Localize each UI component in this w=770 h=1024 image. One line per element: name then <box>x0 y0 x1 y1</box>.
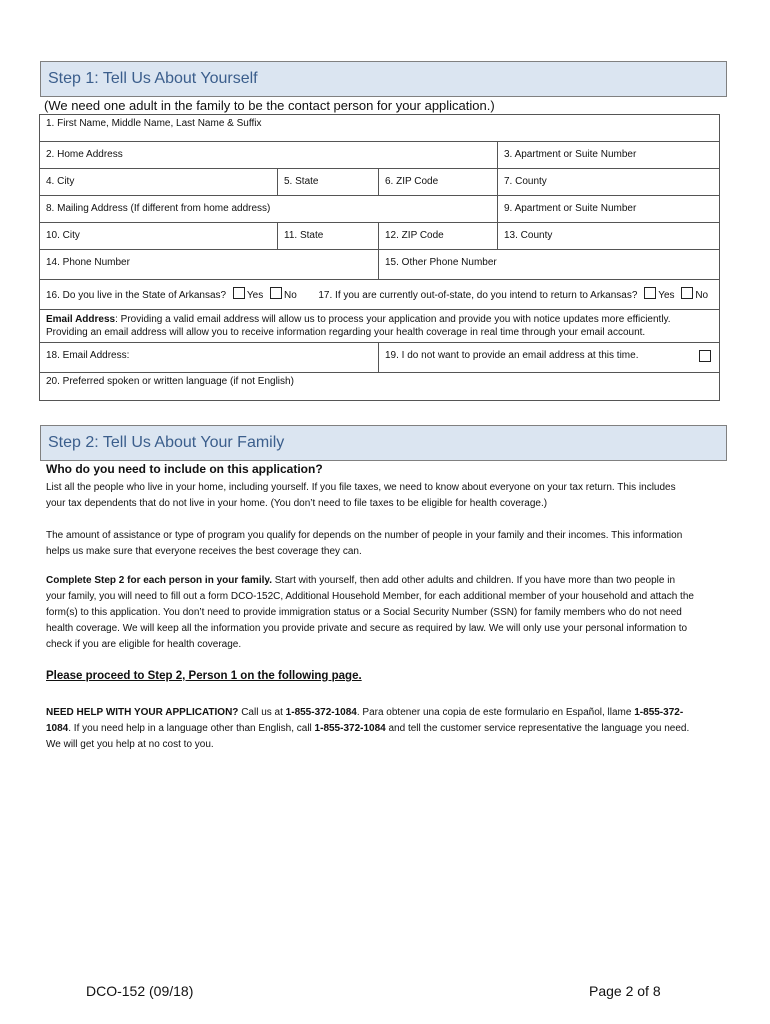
q17-yes-checkbox[interactable] <box>644 287 656 299</box>
field-apartment[interactable] <box>498 142 720 169</box>
step2-para2: The amount of assistance or type of program you qualify for depends on the number of people in your family and their incomes. This information helps us make sure that everyone receives the best coverage they can. <box>46 530 683 557</box>
field-mailing-city[interactable] <box>40 223 278 250</box>
help-text-b: . Para obtener una copia de este formulario en Español, llame <box>356 707 635 718</box>
field-mailing-state-label: 11. State <box>284 230 324 241</box>
field-apartment-label: 3. Apartment or Suite Number <box>504 149 637 160</box>
field-mailing-state[interactable] <box>278 223 379 250</box>
no-email-label: 19. I do not want to provide an email address at this time. <box>385 350 639 361</box>
field-phone-label: 14. Phone Number <box>46 257 130 268</box>
help-text-d: and tell the customer service representative the language you need. We will get you help at no cost to you. <box>46 723 690 750</box>
field-full-name[interactable] <box>40 115 720 142</box>
field-county-label: 7. County <box>504 176 547 187</box>
field-state-label: 5. State <box>284 176 319 187</box>
field-mailing-county-label: 13. County <box>504 230 553 241</box>
q16-no-checkbox[interactable] <box>270 287 282 299</box>
field-county[interactable] <box>498 169 720 196</box>
help-notice <box>46 705 696 753</box>
field-mailing-zip[interactable] <box>379 223 498 250</box>
field-mailing-address[interactable] <box>40 196 498 223</box>
field-city-label: 4. City <box>46 176 75 187</box>
field-state[interactable] <box>278 169 379 196</box>
q17-yes-label: Yes <box>658 290 675 301</box>
step1-subtitle: (We need one adult in the family to be the contact person for your application.) <box>44 98 495 113</box>
field-mailing-apartment-label: 9. Apartment or Suite Number <box>504 203 637 214</box>
email-notice <box>40 310 720 343</box>
field-home-address-label: 2. Home Address <box>46 149 123 160</box>
field-language-label: 20. Preferred spoken or written language (if not English) <box>46 376 294 387</box>
field-full-name-label: 1. First Name, Middle Name, Last Name & Suffix <box>46 118 262 129</box>
q16-yes-label: Yes <box>246 290 264 301</box>
q16-label: 16. Do you live in the State of Arkansas? <box>46 290 227 301</box>
step2-header <box>40 425 727 461</box>
residency-row <box>40 280 720 310</box>
no-email-checkbox[interactable] <box>699 350 711 362</box>
step1-form-table <box>39 114 720 401</box>
field-zip-label: 6. ZIP Code <box>385 176 439 187</box>
q17-label: 17. If you are currently out-of-state, do you intend to return to Arkansas? <box>318 290 638 301</box>
field-phone[interactable] <box>40 250 379 280</box>
step2-para1: List all the people who live in your home, including yourself. If you file taxes, we need to know about everyone on your tax return. This includes your tax dependents that do not live in your home. (You don’t need to file taxes to be eligible for health coverage.) <box>46 482 676 509</box>
q17-no-label: No <box>695 290 709 301</box>
field-mailing-county[interactable] <box>498 223 720 250</box>
help-phone-3: 1-855-372-1084 <box>314 723 386 734</box>
page-number: Page 2 of 8 <box>589 983 661 999</box>
field-mailing-address-label: 8. Mailing Address (If different from home address) <box>46 203 271 214</box>
step1-header <box>40 61 727 97</box>
field-other-phone-label: 15. Other Phone Number <box>385 257 497 268</box>
step2-para3 <box>46 573 696 653</box>
help-text-c: . If you need help in a language other than English, call <box>68 723 315 734</box>
field-mailing-apartment[interactable] <box>498 196 720 223</box>
help-phone-2: 1-855-372-1084 <box>46 707 684 734</box>
no-email-cell <box>379 343 720 373</box>
field-language[interactable] <box>40 373 720 401</box>
help-text-a: Call us at <box>238 707 286 718</box>
email-notice-label: Email Address <box>46 314 116 325</box>
help-bold: NEED HELP WITH YOUR APPLICATION? <box>46 707 239 718</box>
field-city[interactable] <box>40 169 278 196</box>
field-home-address[interactable] <box>40 142 498 169</box>
email-notice-text: : Providing a valid email address will allow us to process your application and provide you with notice updates more efficiently. Providing an email address will allow you to receive information regarding your health coverage in real time through your email account. <box>46 314 671 338</box>
field-email[interactable] <box>40 343 379 373</box>
step1-title: Step 1: Tell Us About Yourself <box>48 70 258 87</box>
field-mailing-zip-label: 12. ZIP Code <box>385 230 444 241</box>
q17-no-checkbox[interactable] <box>681 287 693 299</box>
step2-question: Who do you need to include on this application? <box>46 462 323 476</box>
proceed-notice: Please proceed to Step 2, Person 1 on the following page. <box>46 670 362 682</box>
field-zip[interactable] <box>379 169 498 196</box>
field-email-label: 18. Email Address: <box>46 350 130 361</box>
step2-title: Step 2: Tell Us About Your Family <box>48 434 285 451</box>
step2-para3-text: Start with yourself, then add other adults and children. If you have more than two people in your family, you will need to fill out a form DCO-152C, Additional Household Member, for each additional member of your household and attach the form(s) to this application. You don’t need to provide immigration status or a Social Security Number (SSN) for family members who do not need health coverage. We will keep all the information you provide private and secure as required by law. We will only use your personal information to check if you are eligible for health coverage. <box>46 575 694 650</box>
field-other-phone[interactable] <box>379 250 720 280</box>
help-phone-1: 1-855-372-1084 <box>285 707 357 718</box>
q16-no-label: No <box>284 290 297 301</box>
form-id: DCO-152 (09/18) <box>86 983 194 999</box>
field-mailing-city-label: 10. City <box>46 230 80 241</box>
step2-para3-bold: Complete Step 2 for each person in your family. <box>46 575 272 586</box>
q16-yes-checkbox[interactable] <box>233 287 245 299</box>
